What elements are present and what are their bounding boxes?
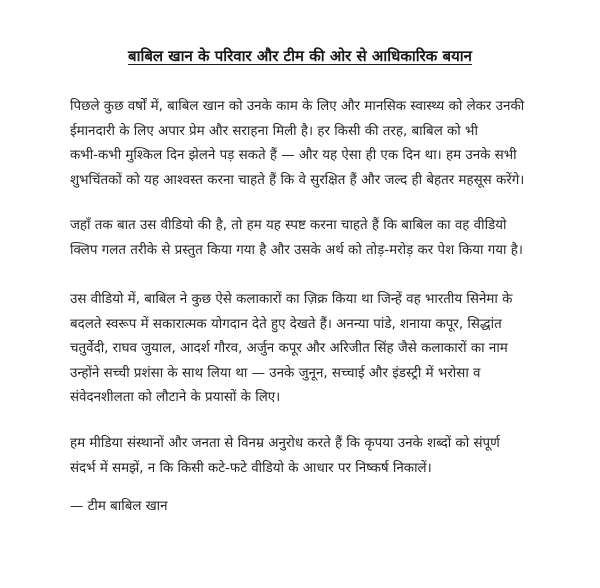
text-line: ईमानदारी के लिए अपार प्रेम और सराहना मिली है। हर किसी की तरह, बाबिल को भी <box>70 123 478 139</box>
text-line: क्लिप गलत तरीके से प्रस्तुत किया गया है और उसके अर्थ को तोड़-मरोड़ कर पेश किया गया है। <box>70 242 523 258</box>
text-line: बदलते स्वरूप में सकारात्मक योगदान देते हुए देखते हैं। अनन्या पांडे, शनाया कपूर, सिद्धांत <box>70 316 502 332</box>
text-line: चतुर्वेदी, राघव जुयाल, आदर्श गौरव, अर्जुन कपूर और अरिजीत सिंह जैसे कलाकारों का नाम <box>70 341 508 356</box>
text-line: उन्होंने सच्ची प्रशंसा के साथ लिया था — उनके जुनून, सच्चाई और इंडस्ट्री में भरोसा व <box>70 365 481 381</box>
text-line: पिछले कुछ वर्षों में, बाबिल खान को उनके काम के लिए और मानसिक स्वास्थ्य को लेकर उनकी <box>70 99 525 114</box>
paragraph-video-clarification <box>70 214 590 263</box>
text-line: हम मीडिया संस्थानों और जनता से विनम्र अनुरोध करते हैं कि कृपया उनके शब्दों को संपूर्ण <box>70 436 500 451</box>
paragraph-artists-mentioned <box>70 288 590 411</box>
document-title: बाबिल खान के परिवार और टीम की ओर से आधिकारिक बयान <box>128 47 472 65</box>
paragraph-wellbeing <box>70 95 590 193</box>
text-line: उस वीडियो में, बाबिल ने कुछ ऐसे कलाकारों का ज़िक्र किया था जिन्हें वह भारतीय सिनेमा के <box>70 292 513 307</box>
text-line: कभी-कभी मुश्किल दिन झेलने पड़ सकते हैं — और यह ऐसा ही एक दिन था। हम उनके सभी <box>70 148 517 163</box>
text-line: संवेदनशीलता को लौटाने के प्रयासों के लिए। <box>70 390 281 405</box>
signature <box>70 495 590 520</box>
text-line: जहाँ तक बात उस वीडियो की है, तो हम यह स्पष्ट करना चाहते हैं कि बाबिल का वह वीडियो <box>70 218 507 233</box>
signature-text: — टीम बाबिल खान <box>70 499 168 514</box>
text-line: संदर्भ में समझें, न कि किसी कटे-फटे वीडियो के आधार पर निष्कर्ष निकालें। <box>70 460 432 476</box>
paragraph-request <box>70 432 590 481</box>
text-line: शुभचिंतकों को यह आश्वस्त करना चाहते हैं कि वे सुरक्षित हैं और जल्द ही बेहतर महसूस करेंगे। <box>70 172 525 188</box>
